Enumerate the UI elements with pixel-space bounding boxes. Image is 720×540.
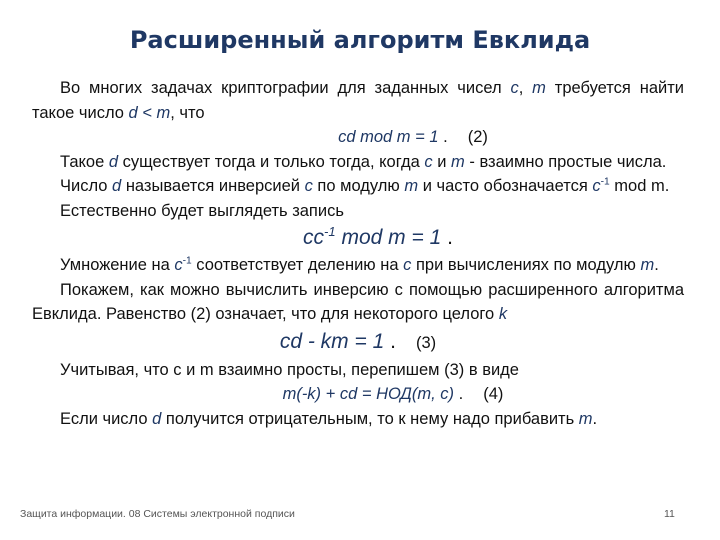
paragraph-multiplication (32, 253, 684, 278)
superscript: -1 (600, 176, 610, 188)
var-c: c (403, 256, 412, 274)
footer-text: Защита информации. 08 Системы электронной подписи (20, 508, 295, 520)
text: существует тогда и только тогда, когда (118, 152, 425, 171)
text: , что (170, 103, 205, 122)
var-c: c (424, 152, 433, 171)
text: при вычислениях по модулю (411, 256, 641, 274)
var-k: k (498, 305, 508, 323)
formula-3 (32, 327, 684, 358)
text: . (592, 409, 598, 428)
var-c: c (510, 79, 519, 97)
text: соответствует делению на (191, 256, 404, 274)
var-d: d (108, 152, 119, 171)
paragraph-notation: Естественно будет выглядеть запись (60, 201, 344, 220)
var-m: m (451, 152, 465, 171)
text: Покажем, как можно вычислить инверсию с помощью расширенного алгоритма Евклида. Равенство (2) означает, что для некоторого целого (32, 280, 684, 323)
text: и (432, 152, 452, 171)
var-c: c (304, 177, 313, 195)
formula-dot: . (441, 226, 453, 249)
superscript: -1 (324, 224, 336, 239)
text: и часто обозначается (418, 177, 593, 195)
paragraph-inverse (32, 174, 684, 199)
text: называется инверсией (121, 177, 305, 195)
superscript: -1 (182, 255, 192, 267)
formula-dot: . (384, 329, 396, 353)
paragraph-show (32, 278, 684, 327)
var-d: d < m (128, 103, 171, 122)
paragraph-negative (32, 407, 684, 432)
formula-expr: cd mod m = 1 (338, 128, 439, 146)
text: , (518, 79, 533, 97)
formula-number: (4) (483, 385, 504, 403)
formula-expr: cc (303, 226, 325, 249)
slide-body (32, 76, 684, 431)
text: Такое (60, 152, 109, 171)
page-number: 11 (664, 508, 675, 520)
slide-title: Расширенный алгоритм Евклида (129, 26, 591, 54)
var-m: m (532, 79, 546, 97)
text: Если число (60, 409, 153, 428)
var-m: m (640, 256, 655, 274)
var-d: d (112, 177, 122, 195)
formula-dot: . (438, 128, 448, 146)
text: Умножение на (60, 256, 175, 274)
var-c: c (174, 256, 183, 274)
text: . (654, 256, 659, 274)
var-d: d (152, 409, 162, 428)
text: Во многих задачах криптографии для заданных чисел (60, 79, 511, 97)
text: требуется найти такое число (32, 79, 684, 122)
var-m: m (578, 409, 593, 428)
paragraph-existence (32, 150, 684, 175)
var-c: c (592, 177, 601, 195)
formula-4 (32, 382, 684, 407)
formula-expr: m(-k) + cd = НОД(m, c) (282, 385, 455, 403)
paragraph-rewrite: Учитывая, что с и m взаимно просты, перепишем (3) в виде (60, 360, 519, 379)
text: mod m. (609, 177, 670, 195)
var-m: m (404, 177, 419, 195)
formula-number: (3) (415, 333, 437, 352)
text: - взаимно простые числа. (464, 152, 667, 171)
text: по модулю (312, 177, 405, 195)
paragraph-intro (32, 76, 684, 125)
formula-inverse (32, 223, 684, 253)
formula-number: (2) (467, 128, 488, 146)
formula-2 (32, 125, 684, 150)
formula-dot: . (454, 385, 464, 403)
text: Число (60, 177, 113, 195)
formula-expr: cd - km = 1 (279, 329, 385, 353)
text: получится отрицательным, то к нему надо прибавить (161, 409, 579, 428)
formula-expr: mod m = 1 (335, 226, 442, 249)
